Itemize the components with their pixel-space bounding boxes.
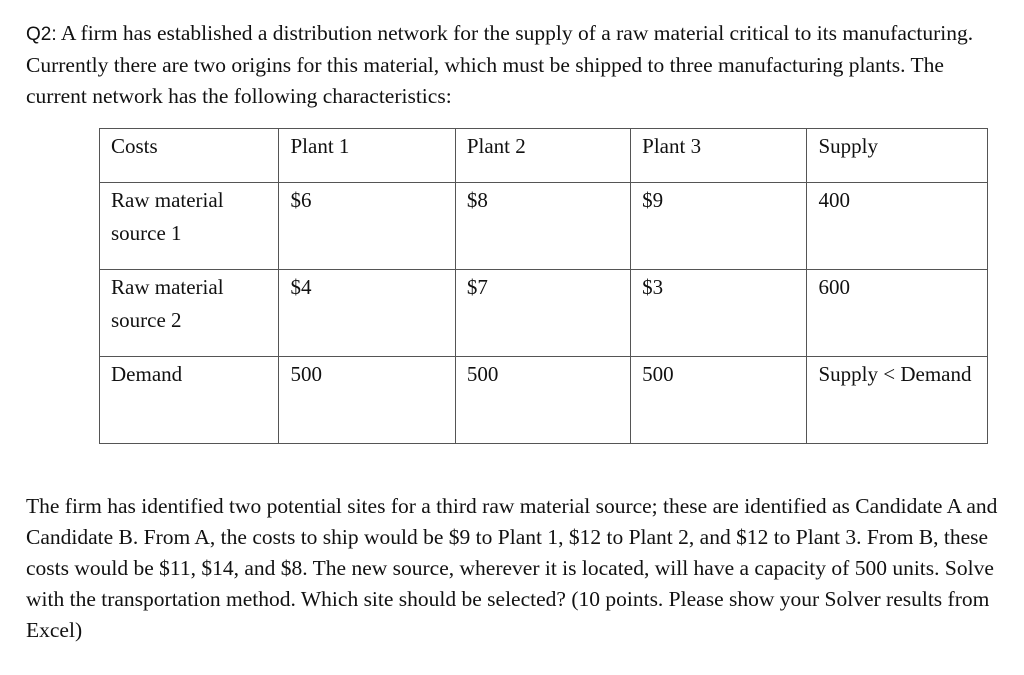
header-plant-2: Plant 2 [455, 129, 630, 183]
row-label-demand: Demand [100, 357, 279, 444]
table-cell: $9 [631, 183, 807, 270]
table-cell: $4 [279, 270, 455, 357]
header-costs: Costs [100, 129, 279, 183]
table-cell: 500 [631, 357, 807, 444]
question-intro [26, 18, 1001, 112]
cost-table [99, 128, 988, 444]
table-cell: $6 [279, 183, 455, 270]
header-plant-1: Plant 1 [279, 129, 455, 183]
question-text: A firm has established a distribution network for the supply of a raw material critical to its manufacturing. Currently there are two origins for this material, which must be shipped to three manufacturing plants. The current network has the following characteristics: [26, 21, 974, 108]
row-label-source-2: Raw material source 2 [100, 270, 279, 357]
table-cell: 500 [279, 357, 455, 444]
table-row [100, 357, 988, 444]
table-cell: 500 [455, 357, 630, 444]
table-cell: 400 [807, 183, 988, 270]
row-label-source-1: Raw material source 1 [100, 183, 279, 270]
header-plant-3: Plant 3 [631, 129, 807, 183]
table-row [100, 183, 988, 270]
table-cell: 600 [807, 270, 988, 357]
table-cell: Supply < Demand [807, 357, 988, 444]
table-header-row [100, 129, 988, 183]
table-cell: $3 [631, 270, 807, 357]
question-number: Q2: [26, 24, 57, 45]
table-cell: $7 [455, 270, 630, 357]
header-supply: Supply [807, 129, 988, 183]
table-cell: $8 [455, 183, 630, 270]
table-row [100, 270, 988, 357]
followup-text: The firm has identified two potential sites for a third raw material source; these are identified as Candidate A and Candidate B. From A, the costs to ship would be $9 to Plant 1, $12 to Plant 2, and $12 to Plant 3. From B, these costs would be $11, $14, and $8. The new source, wherever it is located, will have a capacity of 500 units. Solve with the transportation method. Which site should be selected? (10 points. Please show your Solver results from Excel) [26, 494, 998, 642]
